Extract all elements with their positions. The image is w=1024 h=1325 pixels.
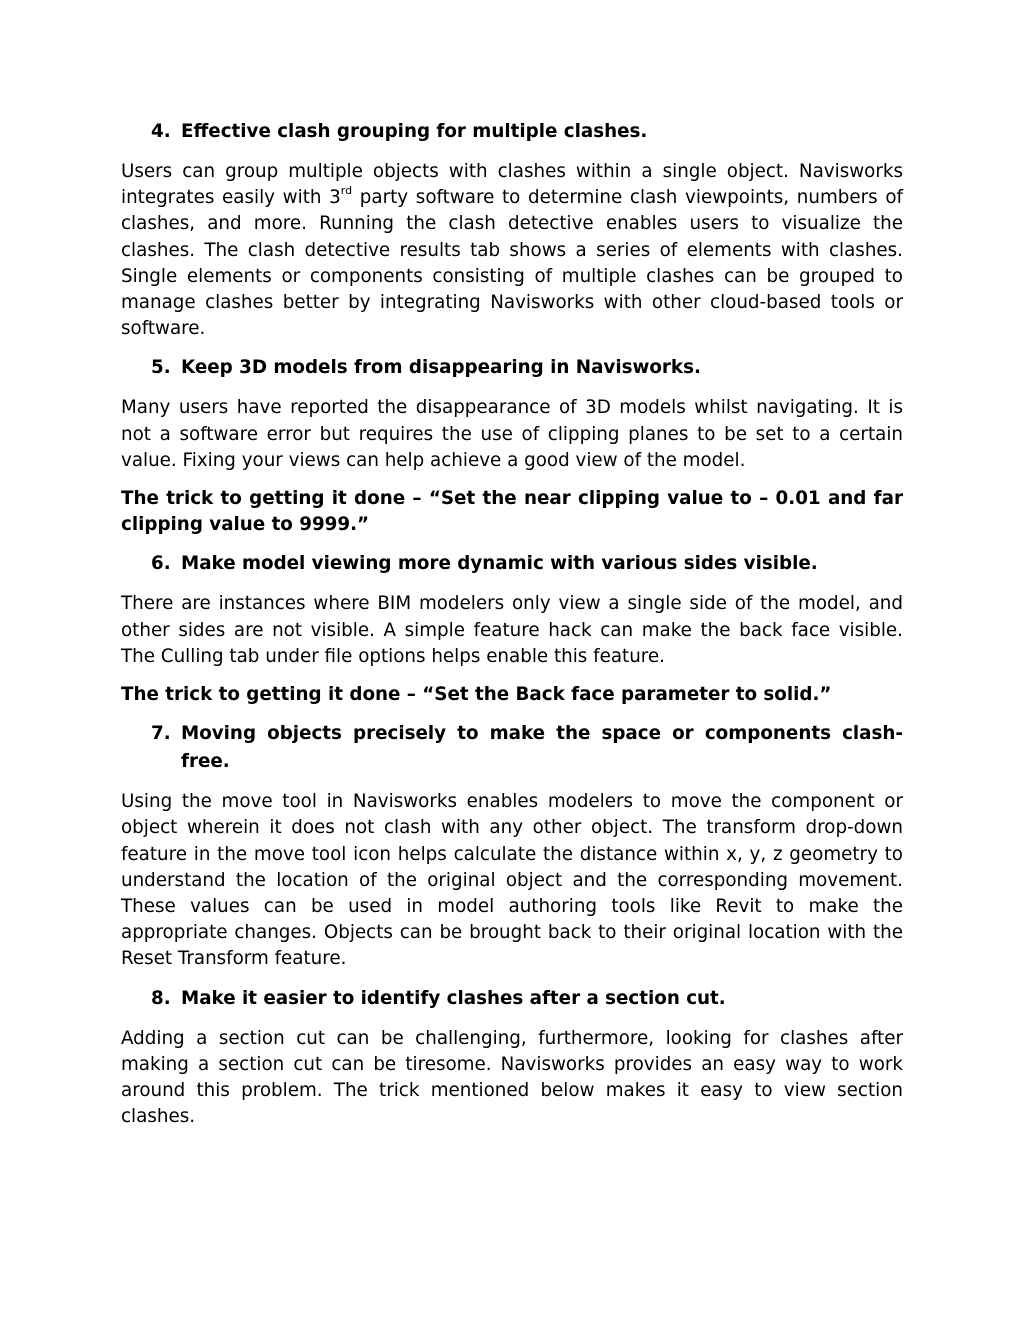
- paragraph-text: party software to determine clash viewpoints, numbers of clashes, and more. Running the clash detective enables users to visualize the clashes. The clash detective results tab shows a series of elements with clashes. Single elements or components consisting of multiple clashes can be grouped to manage clashes better by integrating Navisworks with other cloud-based tools or software.: [121, 187, 903, 340]
- document-page: [121, 118, 903, 1142]
- section-paragraph: Many users have reported the disappearance of 3D models whilst navigating. It is not a software error but requires the use of clipping planes to be set to a certain value. Fixing your views can help achieve a good view of the model.: [121, 397, 903, 471]
- paragraph-text: Users can group multiple objects with clashes within a single object. Navisworks integrates easily with 3: [121, 161, 903, 209]
- section-paragraph: Using the move tool in Navisworks enables modelers to move the component or object wherein it does not clash with any other object. The transform drop-down feature in the move tool icon helps calculate the distance within x, y, z geometry to understand the location of the original object and the corresponding movement. These values can be used in model authoring tools like Revit to make the appropriate changes. Objects can be brought back to their original location with the Reset Transform feature.: [121, 791, 903, 970]
- section-heading: [121, 985, 903, 1013]
- trick-statement: The trick to getting it done – “Set the Back face parameter to solid.”: [121, 684, 832, 706]
- section-heading: [121, 118, 903, 146]
- trick-statement: The trick to getting it done – “Set the near clipping value to – 0.01 and far clipping value to 9999.”: [121, 488, 903, 536]
- section-number: 5.: [151, 357, 171, 379]
- section-title: Make it easier to identify clashes after a section cut.: [181, 987, 726, 1009]
- section-title: Make model viewing more dynamic with various sides visible.: [181, 553, 818, 575]
- section-title: Keep 3D models from disappearing in Navisworks.: [181, 357, 701, 379]
- section-paragraph: Adding a section cut can be challenging, furthermore, looking for clashes after making a section cut can be tiresome. Navisworks provides an easy way to work around this problem. The trick mentioned below makes it easy to view section clashes.: [121, 1027, 903, 1128]
- section-paragraph: [121, 159, 903, 342]
- section-number: 4.: [151, 121, 171, 142]
- section-number: 7.: [151, 723, 171, 745]
- superscript-text: rd: [340, 184, 353, 198]
- section-number: 8.: [151, 987, 171, 1009]
- section-title: Effective clash grouping for multiple clashes.: [181, 121, 648, 142]
- section-heading: [121, 720, 903, 776]
- section-paragraph: There are instances where BIM modelers only view a single side of the model, and other sides are not visible. A simple feature hack can make the back face visible. The Culling tab under file options helps enable this feature.: [121, 593, 903, 667]
- section-title: Moving objects precisely to make the space or components clash-free.: [181, 723, 903, 773]
- section-heading: [121, 550, 903, 578]
- section-heading: [121, 354, 903, 382]
- section-number: 6.: [151, 553, 171, 575]
